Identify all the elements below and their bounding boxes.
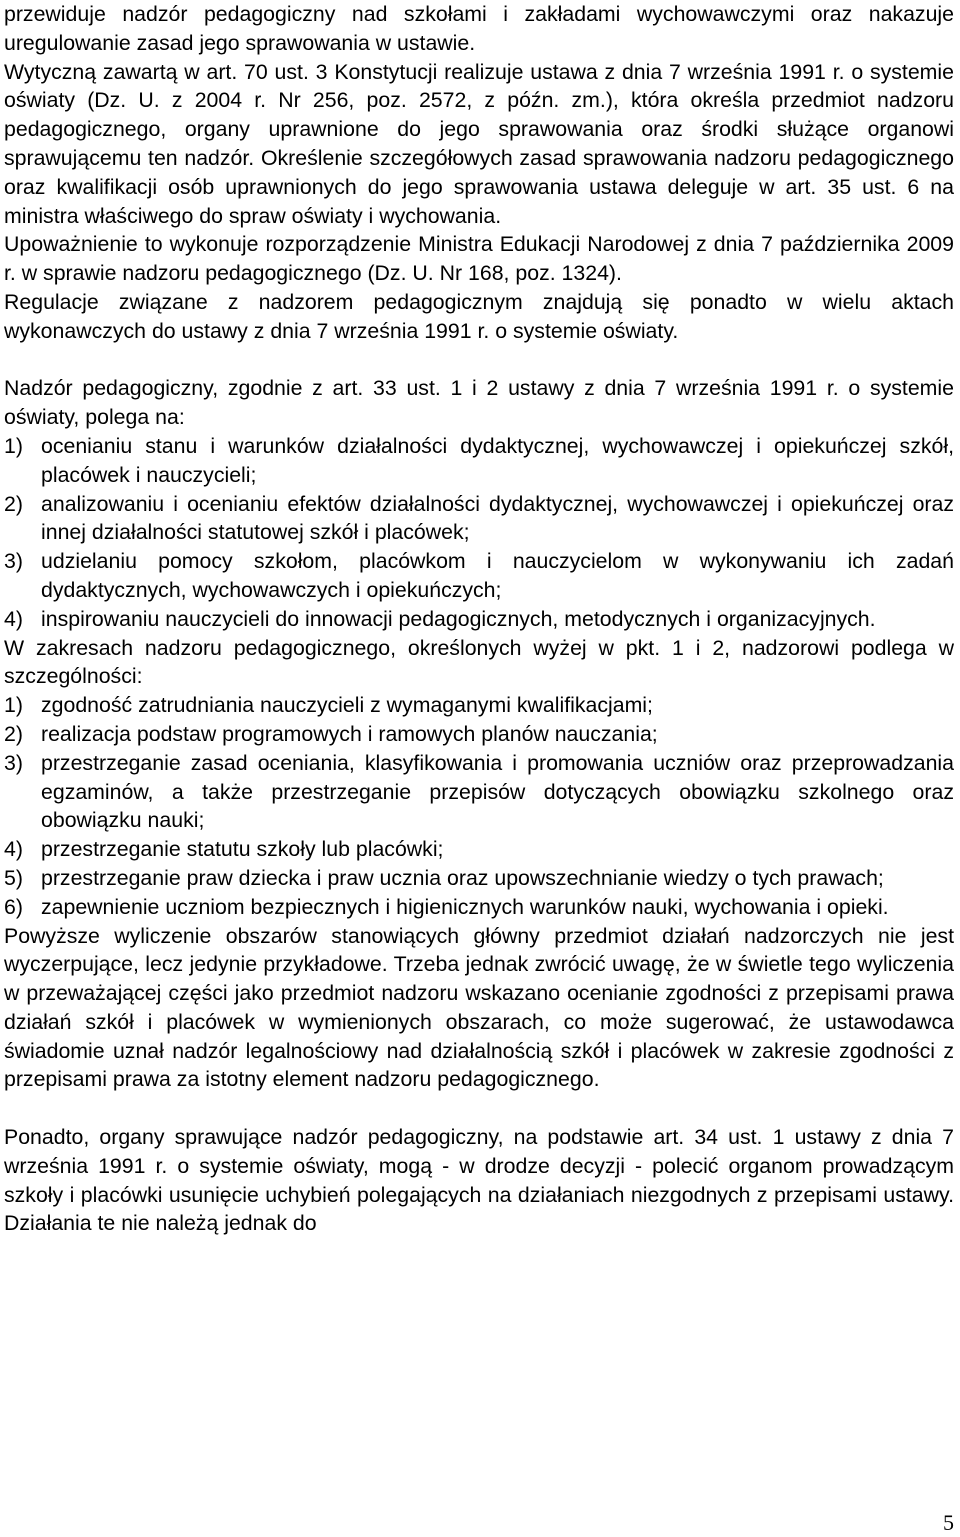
supervision-list bbox=[4, 432, 954, 634]
list-number: 5) bbox=[4, 865, 23, 890]
paragraph-executive-acts: Regulacje związane z nadzorem pedagogicznym znajdują się ponadto w wielu aktach wykonawczych do ustawy z dnia 7 września 1991 r. o systemie oświaty. bbox=[4, 289, 954, 343]
list-item bbox=[4, 547, 954, 605]
list2-intro: W zakresach nadzoru pedagogicznego, określonych wyżej w pkt. 1 i 2, nadzorowi podlega w szczególności: bbox=[4, 635, 954, 689]
blank-line bbox=[4, 346, 954, 375]
list-text: realizacja podstaw programowych i ramowych planów nauczania; bbox=[41, 721, 658, 746]
paragraph-final: Ponadto, organy sprawujące nadzór pedagogiczny, na podstawie art. 34 ust. 1 ustawy z dnia 7 września 1991 r. o systemie oświaty, mogą - w drodze decyzji - polecić organom prowadzącym szkoły i placówki usunięcie uchybień polegających na działaniach niezgodnych z przepisami ustawy. Działania te nie należą jednak do bbox=[4, 1125, 954, 1236]
list-item bbox=[4, 893, 954, 922]
paragraph-intro: przewiduje nadzór pedagogiczny nad szkołami i zakładami wychowawczymi oraz nakazuje uregulowanie zasad jego sprawowania w ustawie. bbox=[4, 2, 954, 55]
list-number: 1) bbox=[4, 433, 23, 458]
list-text: inspirowaniu nauczycieli do innowacji pedagogicznych, metodycznych i organizacyjnych. bbox=[41, 606, 876, 631]
list-item bbox=[4, 749, 954, 835]
paragraph-constitution: Wytyczną zawartą w art. 70 ust. 3 Konstytucji realizuje ustawa z dnia 7 września 1991 r. o systemie oświaty (Dz. U. z 2004 r. Nr 256, poz. 2572, z późn. zm.), która określa przedmiot nadzoru pedagogicznego, organy uprawnione do jego sprawowania oraz środki służące organowi sprawującemu ten nadzór. Określenie szczegółowych zasad sprawowania nadzoru pedagogicznego oraz kwalifikacji osób uprawnionych do jego sprawowania ustawa deleguje w art. 35 ust. 6 na ministra właściwego do spraw oświaty i wychowania. bbox=[4, 59, 954, 228]
list-item bbox=[4, 864, 954, 893]
list-text: analizowaniu i ocenianiu efektów działalności dydaktycznej, wychowawczej i opiekuńczej oraz innej działalności statutowej szkół i placówek; bbox=[41, 491, 954, 545]
list-text: udzielaniu pomocy szkołom, placówkom i nauczycielom w wykonywaniu ich zadań dydaktycznych, wychowawczych i opiekuńczych; bbox=[41, 549, 954, 602]
list-item bbox=[4, 605, 954, 634]
list-item bbox=[4, 490, 954, 548]
list-text: zapewnienie uczniom bezpiecznych i higienicznych warunków nauki, wychowania i opieki. bbox=[41, 894, 889, 919]
page-number: 5 bbox=[943, 1510, 954, 1535]
list1-intro: Nadzór pedagogiczny, zgodnie z art. 33 ust. 1 i 2 ustawy z dnia 7 września 1991 r. o systemie oświaty, polega na: bbox=[4, 376, 954, 430]
paragraph-summary: Powyższe wyliczenie obszarów stanowiących główny przedmiot działań nadzorczych nie jest wyczerpujące, lecz jedynie przykładowe. Trzeba jednak zwrócić uwagę, że w świetle tego wyliczenia w przeważającej części jako przedmiot nadzoru wskazano ocenianie zgodności z przepisami prawa działań szkół i placówek w wymienionych obszarach, co może sugerować, że ustawodawca świadomie uznał nadzór legalnościowy nad działalnością szkół i placówek w zakresie zgodności z przepisami prawa za istotny element nadzoru pedagogicznego. bbox=[4, 923, 954, 1092]
list-item bbox=[4, 720, 954, 749]
document-page bbox=[4, 0, 954, 1238]
list-number: 2) bbox=[4, 721, 23, 746]
paragraph-regulation: Upoważnienie to wykonuje rozporządzenie Ministra Edukacji Narodowej z dnia 7 października 2009 r. w sprawie nadzoru pedagogicznego (Dz. U. Nr 168, poz. 1324). bbox=[4, 232, 954, 286]
list-text: ocenianiu stanu i warunków działalności dydaktycznej, wychowawczej i opiekuńczej szkół, placówek i nauczycieli; bbox=[41, 433, 954, 487]
list-number: 4) bbox=[4, 606, 23, 631]
list-number: 4) bbox=[4, 837, 23, 862]
blank-line bbox=[4, 1094, 954, 1123]
list-number: 3) bbox=[4, 750, 23, 775]
list-item bbox=[4, 432, 954, 490]
supervision-scope-list bbox=[4, 691, 954, 921]
list-text: przestrzeganie statutu szkoły lub placówki; bbox=[41, 837, 444, 862]
list-item bbox=[4, 835, 954, 864]
list-text: przestrzeganie zasad oceniania, klasyfikowania i promowania uczniów oraz przeprowadzania egzaminów, a także przestrzeganie przepisów dotyczących obowiązku szkolnego oraz obowiązku nauki; bbox=[41, 750, 954, 833]
list-text: zgodność zatrudniania nauczycieli z wymaganymi kwalifikacjami; bbox=[41, 693, 653, 718]
list-item bbox=[4, 691, 954, 720]
list-number: 1) bbox=[4, 693, 23, 718]
list-number: 2) bbox=[4, 491, 23, 516]
list-number: 3) bbox=[4, 549, 23, 574]
list-number: 6) bbox=[4, 894, 23, 919]
list-text: przestrzeganie praw dziecka i praw ucznia oraz upowszechnianie wiedzy o tych prawach; bbox=[41, 865, 884, 890]
